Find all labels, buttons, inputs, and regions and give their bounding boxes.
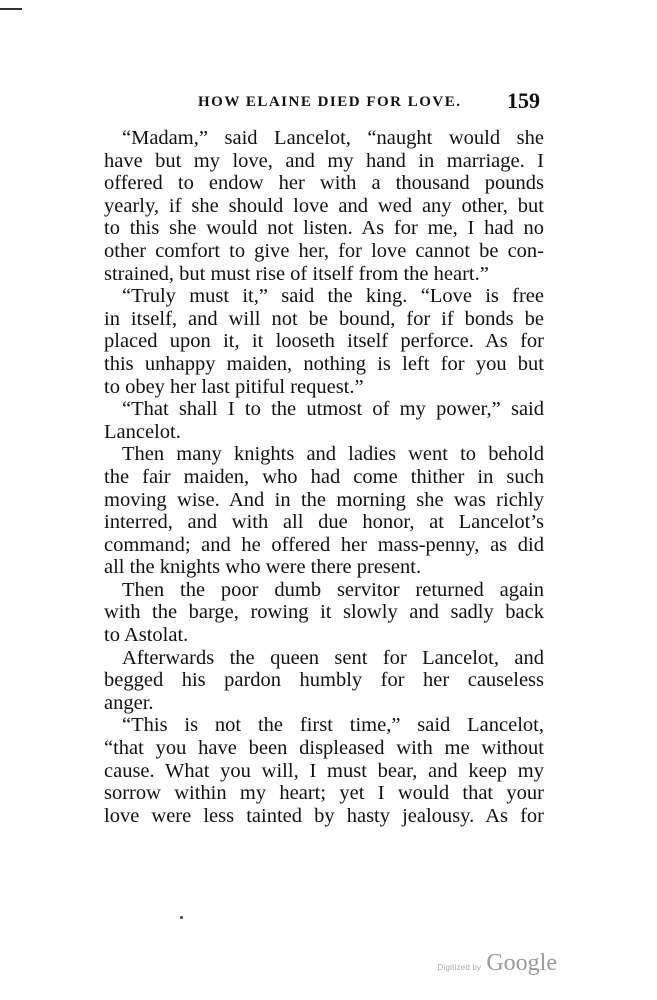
- text-line: to Astolat.: [104, 624, 189, 647]
- text-line: “Truly must it,” said the king. “Love is free: [122, 285, 544, 308]
- text-line: “that you have been displeased with me without: [104, 737, 544, 760]
- text-line: “Madam,” said Lancelot, “naught would she: [122, 127, 544, 149]
- text-line: anger.: [104, 691, 154, 714]
- text-line: command; and he offered her mass-penny, as did: [104, 533, 544, 556]
- text-line: cause. What you will, I must bear, and keep my: [104, 759, 544, 782]
- text-line: sorrow within my heart; yet I would that your: [104, 782, 544, 805]
- text-line: strained, but must rise of itself from the heart.”: [104, 262, 489, 285]
- text-line: placed upon it, it looseth itself perforce. As for: [104, 330, 544, 353]
- text-line: all the knights who were there present.: [104, 556, 422, 579]
- watermark-prefix: Digitized by: [437, 963, 482, 972]
- text-line: to obey her last pitiful request.”: [104, 375, 364, 398]
- running-head-title: HOW ELAINE DIED FOR LOVE.: [198, 94, 462, 110]
- text-line: love were less tainted by hasty jealousy. As for: [104, 804, 544, 827]
- text-line: this unhappy maiden, nothing is left for you but: [104, 352, 544, 375]
- running-head: [108, 88, 540, 116]
- body-text: [104, 127, 544, 827]
- text-line: Then many knights and ladies went to behold: [122, 443, 544, 466]
- text-line: interred, and with all due honor, at Lancelot’s: [104, 511, 544, 534]
- text-line: begged his pardon humbly for her causeless: [104, 669, 544, 692]
- text-line: offered to endow her with a thousand pounds: [104, 172, 544, 195]
- text-line: “This is not the first time,” said Lancelot,: [122, 714, 544, 737]
- page-number: 159: [507, 88, 540, 113]
- text-line: have but my love, and my hand in marriage. I: [104, 149, 544, 172]
- text-line: Afterwards the queen sent for Lancelot, and: [122, 646, 544, 669]
- text-line: moving wise. And in the morning she was richly: [104, 488, 544, 511]
- text-line: in itself, and will not be bound, for if bonds be: [104, 307, 544, 330]
- text-line: to this she would not listen. As for me, I had no: [104, 217, 544, 240]
- text-line: yearly, if she should love and wed any other, but: [104, 194, 544, 217]
- google-logo: Google: [486, 950, 557, 976]
- corner-mark: [0, 8, 22, 10]
- digitized-watermark: [437, 950, 557, 977]
- text-line: with the barge, rowing it slowly and sadly back: [104, 601, 544, 624]
- text-line: Lancelot.: [104, 420, 181, 443]
- text-line: “That shall I to the utmost of my power,” said: [122, 398, 544, 421]
- stray-dot: [180, 916, 183, 919]
- text-line: other comfort to give her, for love cannot be con-: [104, 239, 544, 262]
- text-line: Then the poor dumb servitor returned again: [122, 578, 544, 601]
- text-line: the fair maiden, who had come thither in such: [104, 465, 544, 488]
